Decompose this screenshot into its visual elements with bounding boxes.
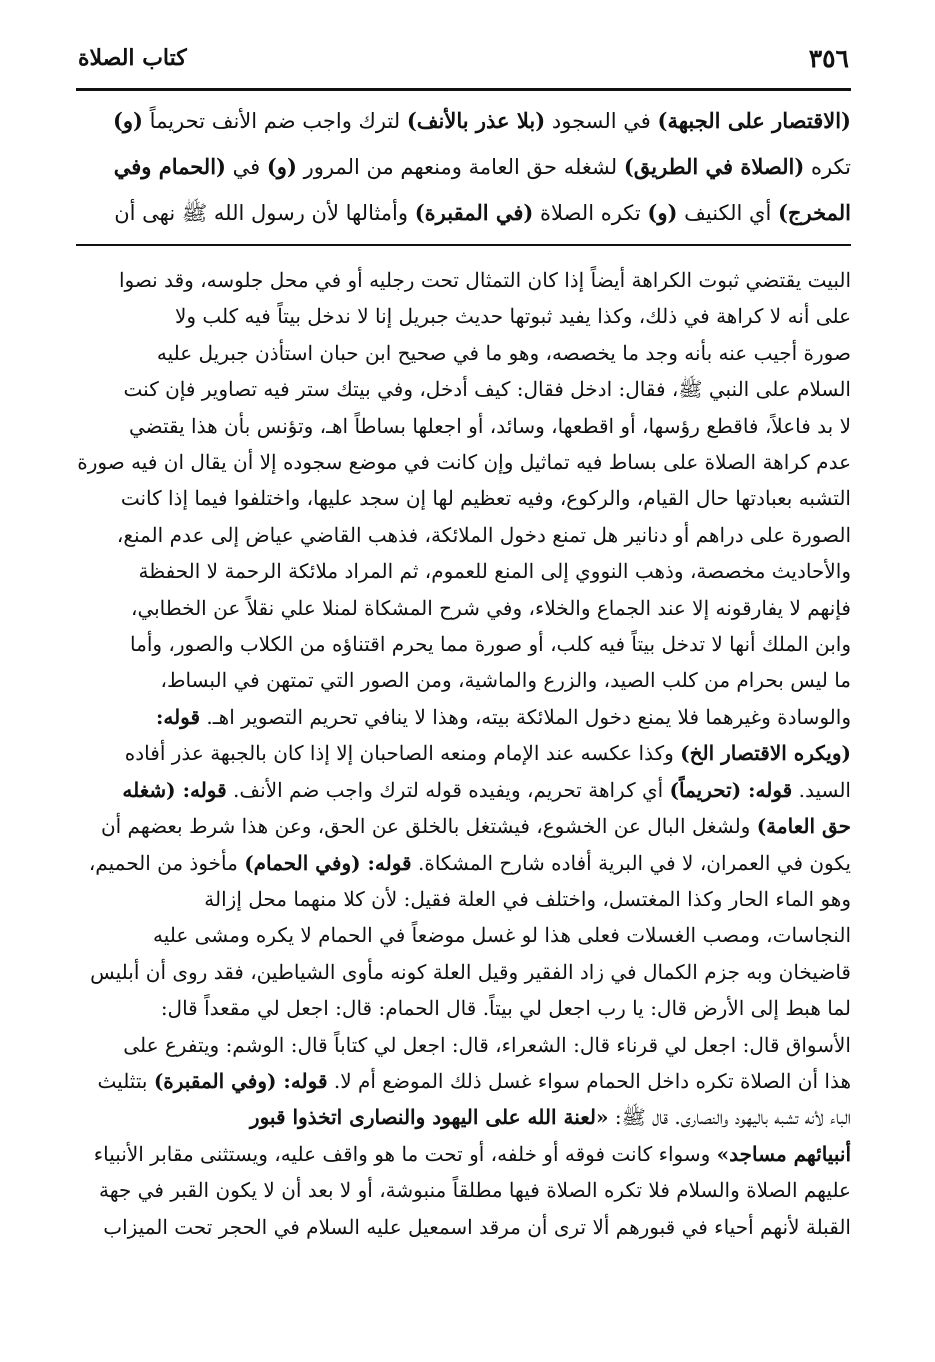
matn-line: [76, 144, 851, 190]
sharh-text: ما ليس بحرام من كلب الصيد، والزرع والماشية، ومن الصور التي تمتهن في البساط،: [160, 668, 851, 693]
matn-text: أي الكنيف: [677, 201, 778, 225]
sharh-line: [76, 298, 851, 334]
matn-text: في: [225, 155, 267, 179]
sharh-line: [76, 699, 851, 735]
sharh-text: وكذا عكسه عند الإمام ومنعه الصاحبان إلا إذا كان بالجبهة عذر أفاده: [124, 741, 681, 766]
sharh-qawluhu: قوله: (شغله: [122, 777, 227, 802]
sharh-line: [76, 881, 851, 917]
sharh-line: [76, 1063, 851, 1099]
sharh-text: البيت يقتضي ثبوت الكراهة أيضاً إذا كان التمثال تحت رجليه أو في محل جلوسه، وقد نصوا: [118, 268, 851, 292]
matn-text: تكره: [804, 155, 851, 179]
header-rule: [76, 88, 851, 91]
sharh-qawluhu: حق العامة): [756, 814, 851, 839]
sharh-text: ولشغل البال عن الخشوع، فيشتغل بالخلق عن الحق، وعن هذا شرط بعضهم أن: [100, 814, 757, 839]
sharh-line: [76, 735, 851, 771]
sharh-line: [76, 262, 851, 298]
sharh-text: يكون في العمران، لا في البرية أفاده شارح المشكاة.: [411, 850, 851, 875]
sharh-text: السيد.: [792, 777, 851, 802]
sharh-qawluhu: قوله:: [155, 704, 201, 729]
matn-quote: (الصلاة في الطريق): [623, 154, 805, 179]
sharh-line: [76, 553, 851, 589]
matn-quote: (و): [112, 108, 143, 133]
sharh-line: [76, 517, 851, 553]
sharh-text: قاضيخان وبه جزم الكمال في زاد الفقير وقيل العلة كونه مأوى الشياطين، فقد روى أن أبليس: [90, 959, 851, 984]
matn-text: لترك واجب ضم الأنف تحريماً: [143, 109, 407, 133]
sharh-line: [76, 662, 851, 698]
page-number: ٣٥٦: [808, 43, 849, 73]
sharh-line: [76, 917, 851, 953]
sharh-text: فإنهم لا يفارقونه إلا عند الجماع والخلاء، وفي شرح المشكاة لمنلا علي نقلاً عن الخطابي،: [130, 595, 851, 620]
sharh-hadith: «لعنة الله على اليهود والنصارى اتخذوا قبور: [249, 1105, 609, 1130]
sharh-text: أي كراهة تحريم، ويفيده قوله لترك واجب ضم الأنف.: [226, 777, 670, 802]
sharh-text: لما هبط إلى الأرض قال: يا رب اجعل لي بيتاً. قال الحمام: قال: اجعل لي مقعداً قال:: [160, 996, 851, 1021]
sharh-text: الباء لأنه تشبه باليهود والنصارى. قال ﷺ:: [608, 1105, 851, 1130]
sharh-text: والوسادة وغيرهما فلا يمنع دخول الملائكة بيته، وهذا لا ينافي تحريم التصوير اهـ.: [200, 704, 851, 729]
sharh-line: [76, 990, 851, 1026]
sharh-text: التشبه بعبادتها حال القيام، والركوع، وفيه تعظيم لها إن سجد عليها، واختلفوا فيما إذا كانت: [120, 486, 851, 511]
sharh-text: وسواء كانت فوقه أو خلفه، أو تحت ما هو واقف عليه، ويستثنى مقابر الأنبياء: [93, 1141, 717, 1166]
sharh-line: [76, 371, 851, 407]
sharh-text: السلام على النبي ﷺ، فقال: ادخل فقال: كيف أدخل، وفي بيتك ستر فيه تصاوير فإن كنت: [123, 377, 851, 402]
sharh-text: على أنه لا كراهة في ذلك، وكذا يفيد ثبوتها حديث جبريل إنا لا ندخل بيتاً فيه كلب ولا: [174, 304, 851, 329]
matn-quote: (الاقتصار على الجبهة): [657, 108, 851, 133]
sharh-line: [76, 1027, 851, 1063]
matn-quote: (بلا عذر بالأنف): [406, 108, 546, 133]
sharh-text: لا بد فاعلاً، فاقطع رؤسها، أو اقطعها، وسائد، أو اجعلها بساطاً اهـ، وتؤنس بأن هذا يقتضي: [128, 413, 851, 438]
matn-quote: (و): [647, 200, 678, 225]
matn-quote: (و): [266, 154, 297, 179]
sharh-qawluhu: قوله: (تحريماً): [669, 777, 793, 802]
sharh-qawluhu: (ويكره الاقتصار الخ): [680, 741, 851, 766]
sharh-text: النجاسات، ومصب الغسلات فعلى هذا لو غسل موضعاً في الحمام لا يكره ومشى عليه: [152, 923, 851, 948]
sharh-qawluhu: قوله: (وفي الحمام): [244, 850, 412, 875]
section-divider: [76, 244, 851, 246]
sharh-line: [76, 808, 851, 844]
sharh-text: والأحاديث مخصصة، وذهب النووي إلى المنع للعموم، ثم المراد ملائكة الرحمة لا الحفظة: [138, 559, 851, 584]
matn-text: وأمثالها لأن رسول الله ﷺ نهى أن: [114, 201, 415, 225]
sharh-text: القبلة لأنهم أحياء في قبورهم ألا ترى أن مرقد اسمعيل عليه السلام في الحجر تحت الميزاب: [103, 1214, 851, 1239]
sharh-text: الأسواق قال: اجعل لي قرناء قال: الشعراء، قال: اجعل لي كتاباً قال: الوشم: ويتفرع على: [123, 1032, 851, 1057]
matn-text: تكره الصلاة: [533, 201, 648, 225]
sharh-text: هذا أن الصلاة تكره داخل الحمام سواء غسل ذلك الموضع أم لا.: [327, 1068, 851, 1093]
sharh-line: [76, 845, 851, 881]
sharh-line: [76, 1172, 851, 1208]
matn-text: لشغله حق العامة ومنعهم من المرور: [296, 155, 624, 179]
matn-line: [76, 98, 851, 144]
sharh-line: [76, 444, 851, 480]
running-title: كتاب الصلاة: [78, 45, 187, 71]
sharh-text: وهو الماء الحار وكذا المغتسل، واختلف في العلة فقيل: لأن كلا منهما محل إزالة: [204, 886, 851, 911]
sharh-line: [76, 1099, 851, 1135]
matn-text: في السجود: [545, 109, 658, 133]
sharh-text: عليهم الصلاة والسلام فلا تكره الصلاة فيها مطلقاً منبوشة، أو لا بعد أن لا يكون القبر في جهة: [99, 1178, 851, 1203]
sharh-line: [76, 1209, 851, 1245]
sharh-hadith: أنبيائهم مساجد»: [716, 1141, 851, 1166]
matn-quote: (في المقبرة): [414, 200, 534, 225]
sharh-qawluhu: قوله: (وفي المقبرة): [153, 1068, 328, 1093]
sharh-line: [76, 590, 851, 626]
sharh-line: [76, 335, 851, 371]
sharh-line: [76, 954, 851, 990]
sharh-line: [76, 772, 851, 808]
sharh-text: عدم كراهة الصلاة على بساط فيه تماثيل وإن كانت في موضع سجوده إلا أن يقال ان فيه صورة: [77, 450, 851, 475]
sharh-line: [76, 626, 851, 662]
matn-block: [76, 98, 851, 236]
sharh-text: وابن الملك أنها لا تدخل بيتاً فيه كلب، أو صورة مما يحرم اقتناؤه من الكلاب والصور، وأما: [130, 632, 851, 657]
sharh-line: [76, 1136, 851, 1172]
matn-line: [76, 190, 851, 236]
sharh-line: [76, 408, 851, 444]
sharh-text: مأخوذ من الحميم،: [88, 850, 245, 875]
matn-quote: (الحمام وفي: [113, 154, 226, 179]
sharh-text: الصورة على دراهم أو دنانير هل تمنع دخول الملائكة، فذهب القاضي عياض إلى عدم المنع،: [116, 522, 851, 547]
sharh-text: صورة أجيب عنه بأنه وجد ما يخصصه، وهو ما في صحيح ابن حبان استأذن جبريل عليه: [156, 340, 851, 365]
sharh-text: بتثليث: [97, 1068, 154, 1093]
sharh-block: [76, 262, 851, 1245]
sharh-line: [76, 480, 851, 516]
matn-quote: المخرج): [777, 200, 851, 225]
page-header: [78, 36, 849, 80]
